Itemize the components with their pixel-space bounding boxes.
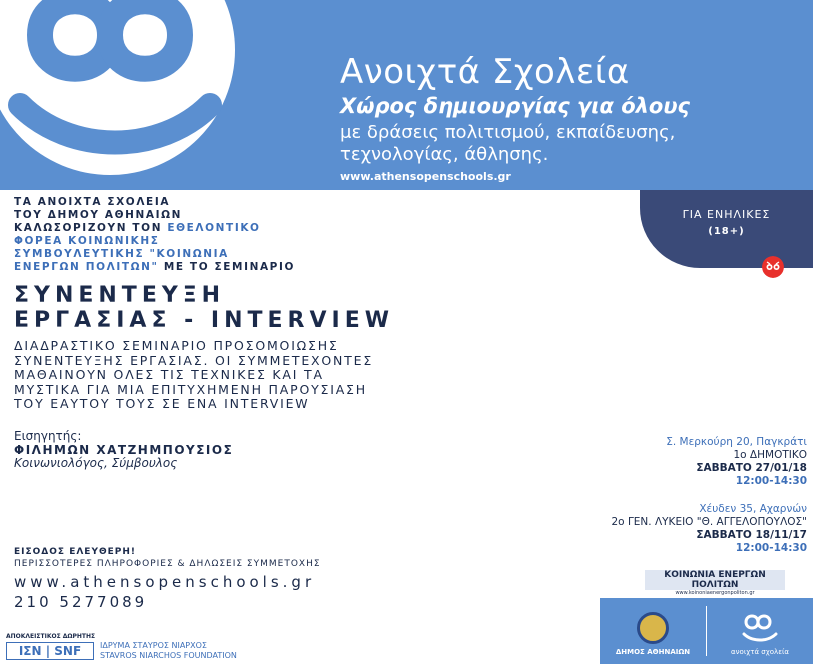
footer-url-link[interactable]: www.athensopenschools.gr: [14, 573, 316, 591]
owl-icon: [762, 256, 784, 278]
venue-list: [612, 436, 808, 555]
venue-school: 2ο ΓΕΝ. ΛΥΚΕΙΟ "Θ. ΑΓΓΕΛΟΠΟΥΛΟΣ": [611, 516, 807, 528]
venue-date: ΣΑΒΒΑΤΟ 27/01/18: [696, 462, 807, 474]
municipality-crest-icon: [637, 612, 669, 644]
audience-badge: [640, 190, 813, 268]
venue-address: Σ. Μερκούρη 20, Παγκράτι: [666, 436, 807, 448]
partner-url: www.koinoniaenergonpoliton.gr: [675, 590, 755, 596]
free-entry-text: ΕΙΣΟΔΟΣ ΕΛΕΥΘΕΡΗ!: [14, 547, 137, 557]
seminar-title: ΣΥΝΕΝΤΕΥΞΗ ΕΡΓΑΣΙΑΣ - INTERVIEW: [14, 283, 394, 333]
speaker-label: Εισηγητής:: [14, 429, 82, 443]
header-url-link[interactable]: www.athensopenschools.gr: [340, 170, 511, 183]
seminar-description: ΔΙΑΔΡΑΣΤΙΚΟ ΣΕΜΙΝΑΡΙΟ ΠΡΟΣΟΜΟΙΩΣΗΣ ΣΥΝΕΝΤΕΥΞΗΣ ΕΡΓΑΣΙΑΣ. ΟΙ ΣΥΜΜΕΤΕΧΟΝΤΕΣ ΜΑΘΑΙΝΟΥΝ ΟΛΕΣ ΤΙΣ ΤΕΧΝΙΚΕΣ ΚΑΙ ΤΑ ΜΥΣΤΙΚΑ ΓΙΑ ΜΙΑ ΕΠΙΤΥΧΗΜΕΝΗ ΠΑΡΟΥΣΙΑΣΗ ΤΟΥ ΕΑΥΤΟΥ ΤΟΥΣ ΣΕ ΕΝΑ INTERVIEW: [14, 338, 374, 411]
speaker-role: Κοινωνιολόγος, Σύμβουλος: [14, 456, 178, 470]
contact-info: [14, 547, 321, 611]
header-banner: [0, 0, 813, 190]
venue-item: [612, 503, 808, 555]
open-schools-small-logo-icon: [740, 608, 780, 646]
program-tagline-1: με δράσεις πολιτισμού, εκπαίδευσης,: [340, 122, 676, 143]
venue-date: ΣΑΒΒΑΤΟ 18/11/17: [696, 529, 807, 541]
partner-name: ΚΟΙΝΩΝΙΑ ΕΝΕΡΓΩΝ ΠΟΛΙΤΩΝ: [645, 570, 785, 590]
partner-logo: [645, 570, 785, 596]
venue-address: Χέυδεν 35, Αχαρνών: [699, 503, 807, 515]
organizer-logos: [600, 598, 813, 664]
intro-line: ΤΟΥ ΔΗΜΟΥ ΑΘΗΝΑΙΩΝ: [14, 209, 183, 221]
snf-logo: ΙΣΝ | SNF: [6, 642, 94, 660]
sponsor-name: ΙΔΡΥΜΑ ΣΤΑΥΡΟΣ ΝΙΑΡΧΟΣ STAVROS NIARCHOS FOUNDATION: [100, 641, 237, 660]
venue-item: [612, 436, 808, 488]
intro-text: [14, 196, 295, 274]
program-subtitle: Χώρος δημιουργίας για όλους: [340, 94, 690, 118]
intro-line: ΕΝΕΡΓΩΝ ΠΟΛΙΤΩΝ" ΜΕ ΤΟ ΣΕΜΙΝΑΡΙΟ: [14, 261, 296, 273]
venue-school: 1ο ΔΗΜΟΤΙΚΟ: [733, 449, 807, 461]
age-label: (18+): [708, 226, 745, 237]
intro-line: ΦΟΡΕΑ ΚΟΙΝΩΝΙΚΗΣ: [14, 235, 160, 247]
intro-line: ΣΥΜΒΟΥΛΕΥΤΙΚΗΣ "ΚΟΙΝΩΝΙΑ: [14, 248, 229, 260]
speaker-name: ΦΙΛΗΜΩΝ ΧΑΤΖΗΜΠΟΥΣΙΟΣ: [14, 442, 234, 457]
open-schools-name: ανοιχτά σχολεία: [731, 648, 789, 656]
audience-label: ΓΙΑ ΕΝΗΛΙΚΕΣ: [682, 208, 771, 221]
sponsor-label: ΑΠΟΚΛΕΙΣΤΙΚΟΣ ΔΩΡΗΤΗΣ: [6, 633, 96, 640]
more-info-text: ΠΕΡΙΣΣΟΤΕΡΕΣ ΠΛΗΡΟΦΟΡΙΕΣ & ΔΗΛΩΣΕΙΣ ΣΥΜΜΕΤΟΧΗΣ: [14, 559, 321, 569]
open-schools-logo-icon: [0, 0, 340, 180]
program-title: Ανοιχτά Σχολεία: [340, 52, 630, 92]
municipality-name: ΔΗΜΟΣ ΑΘΗΝΑΙΩΝ: [615, 648, 691, 656]
venue-time: 12:00-14:30: [735, 475, 807, 487]
intro-line: ΚΑΛΩΣΟΡΙΖΟΥΝ ΤΟΝ ΕΘΕΛΟΝΤΙΚΟ: [14, 222, 261, 234]
program-tagline-2: τεχνολογίας, άθλησης.: [340, 144, 549, 165]
phone-number[interactable]: 210 5277089: [14, 593, 148, 611]
venue-time: 12:00-14:30: [735, 542, 807, 554]
intro-line: ΤΑ ΑΝΟΙΧΤΑ ΣΧΟΛΕΙΑ: [14, 196, 171, 208]
speaker-info: [14, 430, 233, 471]
